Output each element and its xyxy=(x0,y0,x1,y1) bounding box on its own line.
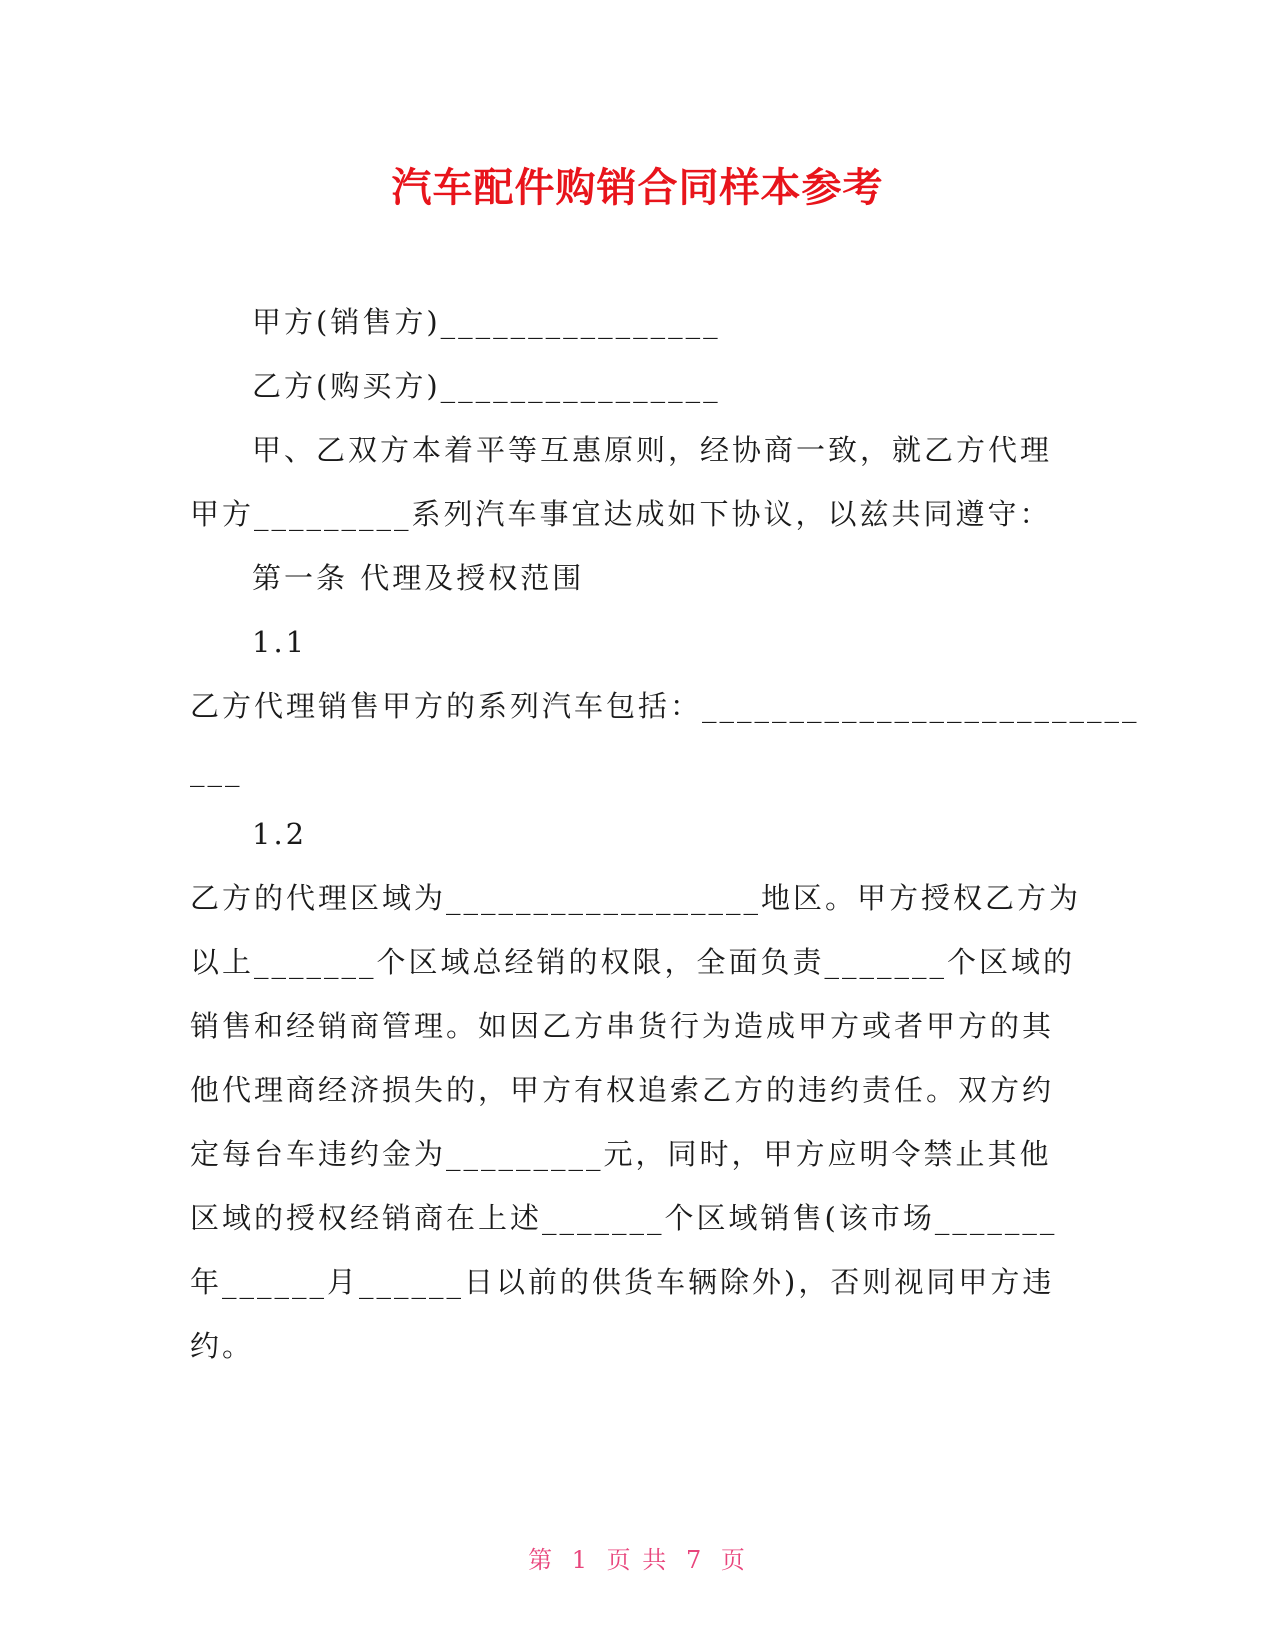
clause-text: 定每台车违约金为_________元，同时，甲方应明令禁止其他 xyxy=(190,1137,1052,1171)
document-title: 汽车配件购销合同样本参考 xyxy=(391,165,884,211)
article-heading: 第一条 代理及授权范围 xyxy=(252,561,585,595)
footer-suffix: 页 xyxy=(720,1546,747,1574)
footer-middle: 页 共 xyxy=(606,1546,669,1574)
clause-text: 以上_______个区域总经销的权限，全面负责_______个区域的 xyxy=(190,945,1076,979)
party-a-line: 甲方(销售方)________________ xyxy=(252,305,721,339)
clause-text: 乙方代理销售甲方的系列汽车包括：_________________________ xyxy=(190,689,1140,723)
footer-prefix: 第 xyxy=(528,1546,555,1574)
clause-number: 1.2 xyxy=(252,817,308,851)
clause-text: 年______月______日以前的供货车辆除外)，否则视同甲方违 xyxy=(190,1265,1055,1299)
preamble-line: 甲方_________系列汽车事宜达成如下协议，以兹共同遵守： xyxy=(190,497,1052,531)
clause-number: 1.1 xyxy=(252,625,308,659)
party-b-line: 乙方(购买方)________________ xyxy=(252,369,721,403)
page-footer xyxy=(0,1540,1275,1575)
clause-text: 乙方的代理区域为__________________地区。甲方授权乙方为 xyxy=(190,881,1082,915)
clause-text: 区域的授权经销商在上述_______个区域销售(该市场_______ xyxy=(190,1201,1058,1235)
clause-text: ___ xyxy=(190,753,243,787)
clause-text: 他代理商经济损失的，甲方有权追索乙方的违约责任。双方约 xyxy=(190,1073,1055,1107)
clause-text: 约。 xyxy=(190,1329,255,1363)
document-body xyxy=(190,290,1140,1378)
footer-total-pages: 7 xyxy=(685,1546,704,1574)
preamble-line: 甲、乙双方本着平等互惠原则，经协商一致，就乙方代理 xyxy=(252,433,1053,467)
clause-text: 销售和经销商管理。如因乙方串货行为造成甲方或者甲方的其 xyxy=(190,1009,1055,1043)
footer-current-page: 1 xyxy=(571,1546,590,1574)
